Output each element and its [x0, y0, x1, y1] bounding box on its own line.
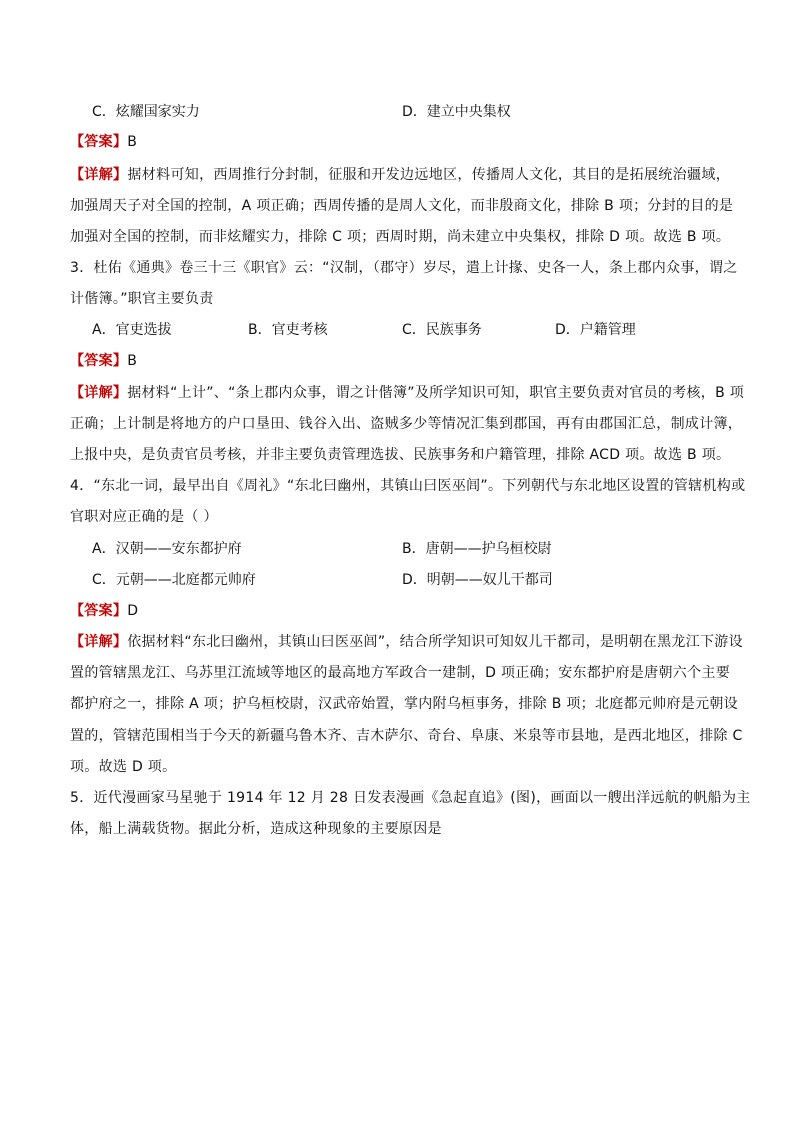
detail-label: 【详解】 [70, 385, 128, 401]
q3-stem-line-2: 计偕簿。”职官主要负责 [70, 291, 214, 307]
q4-option-c: C．元朝——北庭都元帅府 [92, 572, 256, 588]
answer-label: 【答案】 [70, 134, 128, 150]
q3-detail-line-3: 上报中央，是负责官员考核，并非主要负责管理选拔、民族事务和户籍管理，排除 ACD 项。故选 B 项。 [70, 447, 731, 463]
answer-label: 【答案】 [70, 353, 128, 369]
q2-answer [70, 132, 730, 152]
answer-value: D [127, 603, 139, 619]
detail-text: 依据材料“东北曰幽州，其镇山曰医巫闾”，结合所学知识可知奴儿干都司，是明朝在黑龙江下游设 [127, 634, 743, 650]
q5-stem-line-1: 5．近代漫画家马星驰于 1914 年 12 月 28 日发表漫画《急起直追》(图)，画面以一艘出洋远航的帆船为主 [70, 790, 751, 806]
q3-option-d: D．户籍管理 [555, 322, 636, 338]
q3-detail-line-1 [70, 383, 745, 403]
q5-stem-line-2: 体，船上满载货物。据此分析，造成这种现象的主要原因是 [70, 821, 442, 837]
q4-detail-line-4: 置的，管辖范围相当于今天的新疆乌鲁木齐、吉木萨尔、奇台、阜康、米泉等市县地，是西北地区，排除 C [70, 728, 743, 744]
q2-option-c: C．炫耀国家实力 [92, 104, 200, 120]
q3-stem-line-1: 3．杜佑《通典》卷三十三《职官》云：“汉制，（郡守）岁尽，遣上计掾、史各一人，条上郡内众事，谓之 [70, 260, 738, 276]
q4-option-a: A．汉朝——安东都护府 [92, 541, 242, 557]
detail-label: 【详解】 [70, 634, 128, 650]
detail-label: 【详解】 [70, 167, 128, 183]
q3-option-b: B．官吏考核 [248, 322, 328, 338]
q2-detail-line-2: 加强周天子对全国的控制，A 项正确；西周传播的是周人文化，而非殷商文化，排除 B 项；分封的目的是 [70, 198, 734, 214]
q4-answer [70, 601, 730, 621]
q4-detail-line-1 [70, 632, 743, 652]
q3-option-a: A．官吏选拔 [92, 322, 172, 338]
detail-text: 据材料可知，西周推行分封制，征服和开发边远地区，传播周人文化，其目的是拓展统治疆域， [127, 167, 730, 183]
q4-stem-line-2: 官职对应正确的是（ ） [70, 509, 218, 525]
answer-value: B [127, 353, 138, 369]
q4-option-b: B．唐朝——护乌桓校尉 [402, 541, 552, 557]
q2-detail-line-1 [70, 165, 730, 185]
q3-answer [70, 351, 730, 371]
detail-text: 据材料“上计”、“条上郡内众事，谓之计偕簿”及所学知识可知，职官主要负责对官员的考核，B 项 [127, 385, 745, 401]
q4-detail-line-2: 置的管辖黑龙江、乌苏里江流域等地区的最高地方军政合一建制，D 项正确；安东都护府是唐朝六个主要 [70, 665, 730, 681]
q4-option-d: D．明朝——奴儿干都司 [402, 572, 553, 588]
q4-stem-line-1: 4．“东北一词，最早出自《周礼》“东北曰幽州，其镇山曰医巫闾”。下列朝代与东北地区设置的管辖机构或 [70, 478, 746, 494]
answer-value: B [127, 134, 138, 150]
q3-option-c: C．民族事务 [402, 322, 482, 338]
q4-detail-line-3: 都护府之一，排除 A 项；护乌桓校尉，汉武帝始置，掌内附乌桓事务，排除 B 项；北庭都元帅府是元朝设 [70, 696, 738, 712]
q2-option-d: D．建立中央集权 [402, 104, 511, 120]
q4-detail-line-5: 项。故选 D 项。 [70, 759, 177, 775]
answer-label: 【答案】 [70, 603, 128, 619]
q2-detail-line-3: 加强对全国的控制，而非炫耀实力，排除 C 项；西周时期，尚未建立中央集权，排除 D 项。故选 B 项。 [70, 229, 731, 245]
q3-detail-line-2: 正确；上计制是将地方的户口垦田、钱谷入出、盗贼多少等情况汇集到郡国，再有由郡国汇总，制成计簿， [70, 416, 743, 432]
